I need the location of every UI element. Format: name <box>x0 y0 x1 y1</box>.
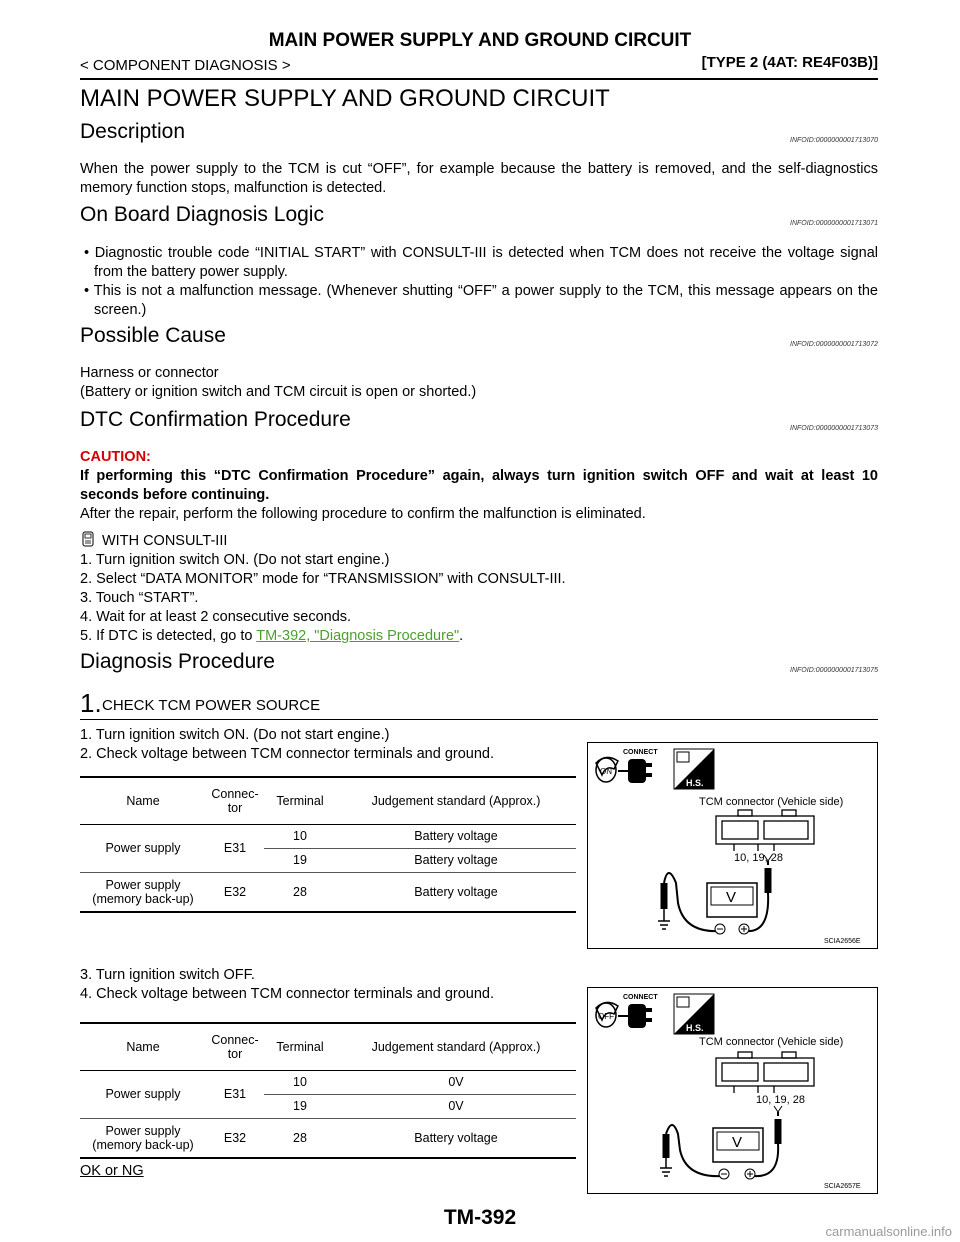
ok-or-ng-label: OK or NG <box>80 1163 144 1179</box>
connect-label: CONNECT <box>623 749 658 756</box>
svg-text:H.S.: H.S. <box>686 1023 704 1033</box>
tcm-connector-drawing <box>716 810 814 851</box>
table-header-row <box>80 1023 576 1070</box>
connector-label: TCM connector (Vehicle side) <box>699 1036 844 1048</box>
dtc-heading: DTC Confirmation Procedure INFOID:0000000001713073 <box>80 408 878 432</box>
svg-text:OFF: OFF <box>598 1012 614 1021</box>
svg-text:V: V <box>726 889 737 906</box>
svg-text:H.S.: H.S. <box>686 778 704 788</box>
caution-label: CAUTION: <box>80 449 151 465</box>
instruction-line: 2. Check voltage between TCM connector terminals and ground. <box>80 746 495 762</box>
possible-cause-heading: Possible Cause INFOID:0000000001713072 <box>80 324 878 348</box>
voltmeter <box>707 883 757 934</box>
description-heading: Description INFOID:0000000001713070 <box>80 120 878 144</box>
header-rule <box>80 78 878 80</box>
dtc-step: 1. Turn ignition switch ON. (Do not start engine.) <box>80 552 390 568</box>
infoid-label: INFOID:0000000001713071 <box>790 220 878 227</box>
instruction-line: 1. Turn ignition switch ON. (Do not start engine.) <box>80 727 390 743</box>
connector-label: TCM connector (Vehicle side) <box>699 796 844 808</box>
voltmeter <box>713 1128 763 1179</box>
col-terminal: Terminal <box>264 1023 336 1070</box>
figure-code: SCIA2656E <box>824 938 861 945</box>
table-header-row <box>80 777 576 824</box>
connect-label: CONNECT <box>623 994 658 1001</box>
svg-text:ON: ON <box>600 767 612 776</box>
terminal-numbers: 10, 19, 28 <box>756 1094 805 1106</box>
col-judgement: Judgement standard (Approx.) <box>336 777 576 824</box>
running-header-title: MAIN POWER SUPPLY AND GROUND CIRCUIT <box>268 30 692 51</box>
voltage-check-diagram <box>588 988 877 1193</box>
instruction-line: 3. Turn ignition switch OFF. <box>80 967 255 983</box>
dtc-step: 3. Touch “START”. <box>80 590 199 606</box>
bullet-item: • This is not a malfunction message. (Whenever shutting “OFF” a power supply to the TCM, this message appears on the screen.) <box>84 283 878 318</box>
instruction-line: 4. Check voltage between TCM connector terminals and ground. <box>80 986 495 1002</box>
terminal-numbers: 10, 19, 28 <box>734 852 783 864</box>
onboard-bullets <box>80 244 878 320</box>
step-number: 1. <box>80 688 102 718</box>
connector-icon <box>618 759 652 783</box>
tcm-connector-drawing <box>716 1052 814 1093</box>
connector-icon <box>618 1004 652 1028</box>
consult-tool-icon <box>80 531 96 547</box>
tester-icon <box>674 994 714 1034</box>
ignition-on-icon <box>596 757 618 782</box>
table-row: Power supply E31 10 0V <box>80 1070 576 1094</box>
voltage-check-diagram <box>588 743 877 948</box>
svg-text:V: V <box>732 1134 743 1151</box>
bullet-item: • Diagnostic trouble code “INITIAL START” with CONSULT-III is detected when TCM does not receive the voltage signal from the battery power supply. <box>84 245 878 280</box>
step-instructions-2 <box>80 966 570 1004</box>
wiring-figure-off <box>587 987 878 1194</box>
table-row: Power supply (memory back-up) E32 28 Battery voltage <box>92 1123 498 1152</box>
table-row: 19 0V <box>80 1094 576 1118</box>
caution-text: If performing this “DTC Confirmation Procedure” again, always turn ignition switch OFF and wait at least 10 seconds before continuing. <box>80 468 878 503</box>
dtc-step: 4. Wait for at least 2 consecutive seconds. <box>80 609 352 625</box>
page-number: TM-392 <box>443 1206 517 1229</box>
voltage-table-on <box>80 776 576 913</box>
ignition-off-icon <box>596 1002 618 1027</box>
after-repair-text: After the repair, perform the following procedure to confirm the malfunction is eliminated. <box>80 506 646 522</box>
description-text: When the power supply to the TCM is cut “OFF”, for example because the battery is removed, and the self-diagnostics memory function stops, malfunction is detected. <box>80 161 878 196</box>
page-title: MAIN POWER SUPPLY AND GROUND CIRCUIT <box>80 85 610 112</box>
wiring-figure-on <box>587 742 878 949</box>
voltage-table-off <box>80 1022 576 1159</box>
table-row: 19 Battery voltage <box>80 848 576 872</box>
col-terminal: Terminal <box>264 777 336 824</box>
dtc-content <box>80 448 878 524</box>
step-rule <box>80 719 878 720</box>
infoid-label: INFOID:0000000001713070 <box>790 137 878 144</box>
infoid-label: INFOID:0000000001713073 <box>790 425 878 432</box>
model-type-label: [TYPE 2 (4AT: RE4F03B)] <box>701 54 878 71</box>
consult-label: WITH CONSULT-III <box>80 531 878 551</box>
dtc-step: 2. Select “DATA MONITOR” mode for “TRANSMISSION” with CONSULT-III. <box>80 571 566 587</box>
tester-icon <box>674 749 714 789</box>
figure-code: SCIA2657E <box>824 1183 861 1190</box>
onboard-heading: On Board Diagnosis Logic INFOID:0000000001713071 <box>80 203 878 227</box>
col-judgement: Judgement standard (Approx.) <box>336 1023 576 1070</box>
infoid-label: INFOID:0000000001713075 <box>790 667 878 674</box>
section-breadcrumb: < COMPONENT DIAGNOSIS > <box>80 57 291 74</box>
dtc-steps <box>80 531 878 646</box>
cause-line: Harness or connector <box>80 365 219 381</box>
col-name: Name <box>80 777 206 824</box>
watermark: carmanualsonline.info <box>825 1224 952 1239</box>
dtc-step-5: 5. If DTC is detected, go to TM-392, "Diagnosis Procedure". <box>80 628 464 644</box>
table-row: Power supply E31 10 Battery voltage <box>80 824 576 848</box>
cause-line: (Battery or ignition switch and TCM circuit is open or shorted.) <box>80 384 477 400</box>
table-row: Power supply (memory back-up) E32 28 Battery voltage <box>92 877 498 906</box>
col-connector: Connec- tor <box>206 777 264 824</box>
step-title: CHECK TCM POWER SOURCE <box>102 697 321 714</box>
possible-cause-text <box>80 364 878 402</box>
col-name: Name <box>80 1023 206 1070</box>
diagnosis-procedure-link[interactable]: TM-392, "Diagnosis Procedure" <box>256 628 460 644</box>
diagnosis-heading: Diagnosis Procedure INFOID:0000000001713075 <box>80 650 878 674</box>
step-instructions-1 <box>80 726 570 764</box>
col-connector: Connec- tor <box>206 1023 264 1070</box>
infoid-label: INFOID:0000000001713072 <box>790 341 878 348</box>
